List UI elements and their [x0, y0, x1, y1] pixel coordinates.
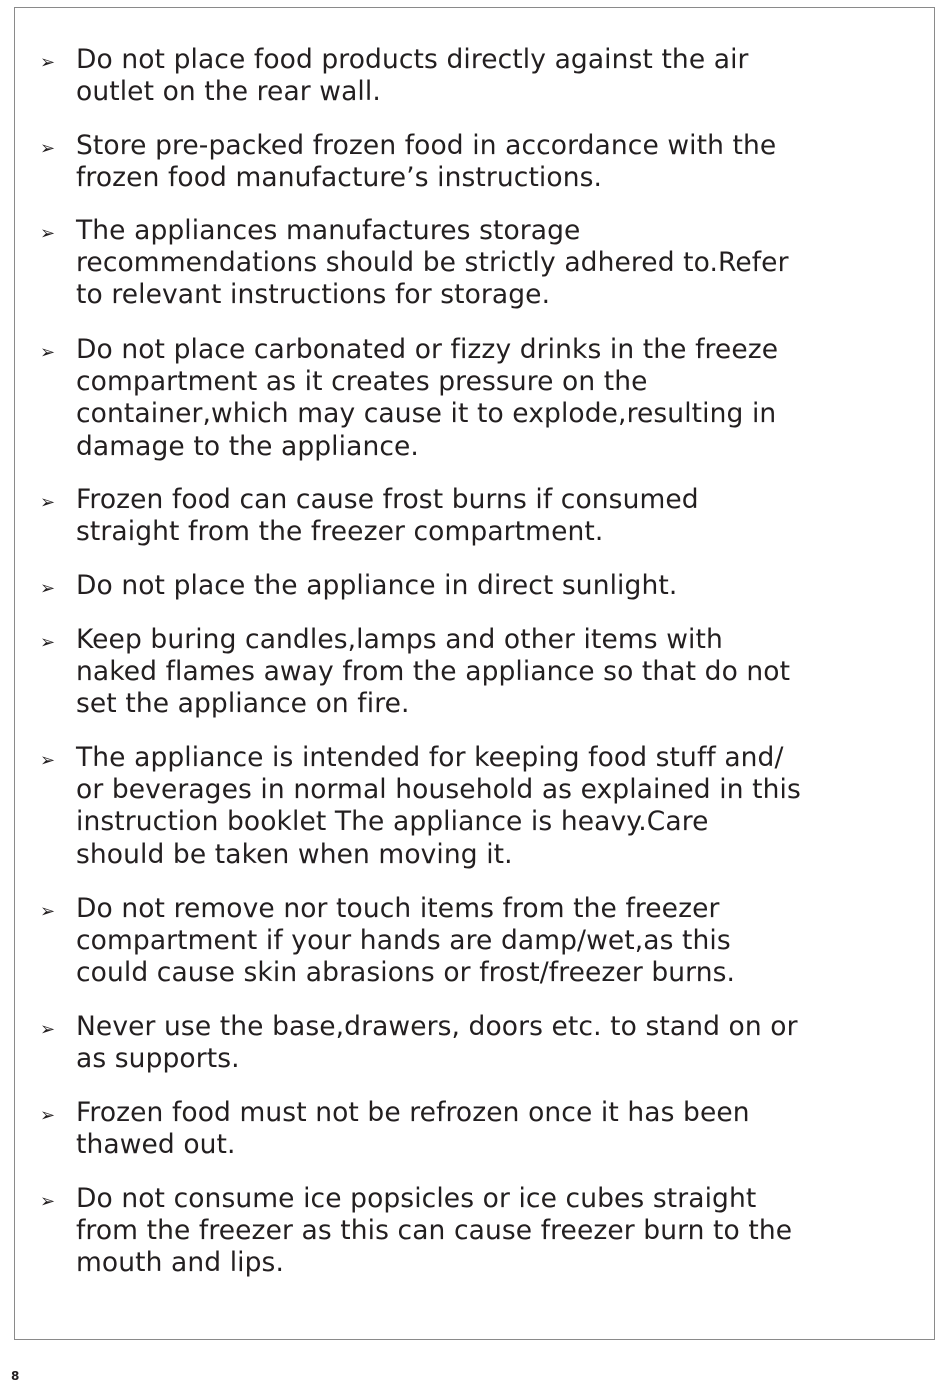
- list-item: [40, 334, 860, 463]
- arrow-bullet-icon: ➢: [40, 138, 56, 159]
- instruction-text: Do not remove nor touch items from the freezer compartment if your hands are damp/wet,as this could cause skin abrasions or frost/freezer burns.: [76, 893, 736, 989]
- list-item: [40, 570, 860, 605]
- arrow-bullet-icon: ➢: [40, 52, 56, 73]
- list-item: [40, 215, 860, 312]
- arrow-bullet-icon: ➢: [40, 901, 56, 922]
- arrow-bullet-icon: ➢: [40, 1019, 56, 1040]
- arrow-bullet-icon: ➢: [40, 632, 56, 653]
- instruction-text: Never use the base,drawers, doors etc. to stand on or as supports.: [76, 1011, 798, 1075]
- arrow-bullet-icon: ➢: [40, 750, 56, 771]
- instruction-text: Do not place the appliance in direct sunlight.: [76, 570, 678, 601]
- instruction-text: The appliance is intended for keeping food stuff and/ or beverages in normal household as explained in this instruction booklet The appliance is heavy.Care should be taken when moving it.: [76, 742, 801, 870]
- instruction-text: Do not place carbonated or fizzy drinks in the freeze compartment as it creates pressure on the container,which may cause it to explode,resulting in damage to the appliance.: [76, 334, 779, 462]
- instruction-text: Frozen food can cause frost burns if consumed straight from the freezer compartment.: [76, 484, 699, 548]
- list-item: [40, 484, 860, 548]
- page-number: 8: [11, 1369, 20, 1383]
- instruction-text: Frozen food must not be refrozen once it has been thawed out.: [76, 1097, 750, 1161]
- arrow-bullet-icon: ➢: [40, 342, 56, 363]
- list-item: [40, 1011, 860, 1075]
- arrow-bullet-icon: ➢: [40, 492, 56, 513]
- instruction-text: The appliances manufactures storage recommendations should be strictly adhered to.Refer to relevant instructions for storage.: [76, 215, 789, 311]
- instruction-text: Store pre-packed frozen food in accordance with the frozen food manufacture’s instructions.: [76, 130, 777, 194]
- list-item: [40, 130, 860, 194]
- arrow-bullet-icon: ➢: [40, 578, 56, 599]
- list-item: [40, 1097, 860, 1161]
- list-item: [40, 44, 860, 108]
- arrow-bullet-icon: ➢: [40, 1191, 56, 1212]
- arrow-bullet-icon: ➢: [40, 1105, 56, 1126]
- list-item: [40, 1183, 860, 1280]
- instruction-text: Do not consume ice popsicles or ice cubes straight from the freezer as this can cause freezer burn to the mouth and lips.: [76, 1183, 793, 1279]
- list-item: [40, 742, 860, 871]
- instruction-text: Do not place food products directly against the air outlet on the rear wall.: [76, 44, 749, 108]
- list-item: [40, 893, 860, 990]
- arrow-bullet-icon: ➢: [40, 223, 56, 244]
- list-item: [40, 624, 860, 721]
- instruction-text: Keep buring candles,lamps and other items with naked flames away from the appliance so that do not set the appliance on fire.: [76, 624, 791, 720]
